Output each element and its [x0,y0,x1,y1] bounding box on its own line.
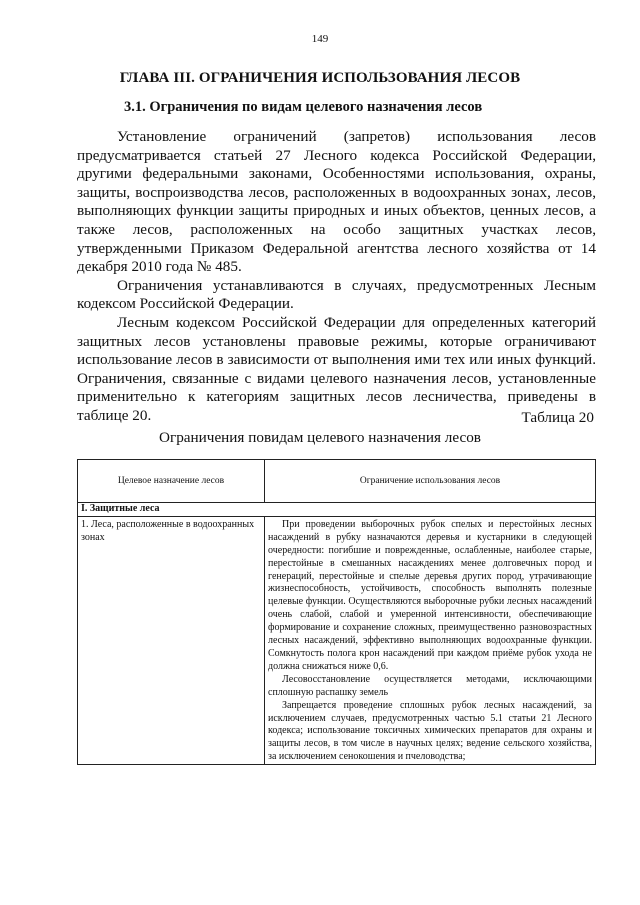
table-label: Таблица 20 [521,409,594,426]
paragraph-2: Ограничения устанавливаются в случаях, предусмотренных Лесным кодексом Российской Федерации. [77,276,596,313]
table-section-row [78,503,596,517]
table-row [78,516,596,764]
table-header-row [78,460,596,503]
paragraph-3: Лесным кодексом Российской Федерации для определенных категорий защитных лесов установлены правовые режимы, которые ограничивают использование лесов в зависимости от выполнения ими тех или иных функций. Ограничения, связанные с видами целевого назначения лесов, установленные применительно к категориям защитных лесов лесничества, приведены в таблице 20. [77,313,596,424]
paragraph-1: Установление ограничений (запретов) использования лесов предусматривается статьей 27 Лесного кодекса Российской Федерации, другими федеральными законами, Особенностями использования, охраны, защиты, воспроизводства лесов, расположенных в водоохранных зонах, лесов, выполняющих функции защиты природных и иных объектов, ценных лесов, а также лесов, расположенных на особо защитных участках лесов, утвержденными Приказом Федеральной агентства лесного хозяйства от 14 декабря 2010 года № 485. [77,128,596,276]
page-number: 149 [311,33,329,45]
restriction-paragraph-3: Запрещается проведение сплошных рубок лесных насаждений, за исключением случаев, предусмотренных частью 5.1 статьи 21 Лесного кодекса; использование токсичных химических препаратов для охраны и защиты лесов, в том числе в научных целях; ведение сельского хозяйства, за исключением сенокошения и пчеловодства; [268,699,592,763]
header-restriction: Ограничение использования лесов [265,460,596,503]
restriction-cell [265,516,596,764]
section-title: 3.1. Ограничения по видам целевого назначения лесов [124,99,483,115]
chapter-title: ГЛАВА III. ОГРАНИЧЕНИЯ ИСПОЛЬЗОВАНИЯ ЛЕСОВ [119,70,521,86]
restriction-paragraph-1: При проведении выборочных рубок спелых и перестойных лесных насаждений в рубку назначаются деревья и кустарники в следующей очередности: погибшие и поврежденные, ослабленные, наиболее старые, перестойные в смешанных насаждениях менее долговечных пород и генераций, перестойные и спелые деревья других пород, утрачивающие жизнеспособность, устойчивость, способность выполнять полезные целевые функции. Осуществляются выборочные рубки лесных насаждений очень слабой, слабой и умеренной интенсивности, обеспечивающие формирование и сохранение сложных, преимущественно разновозрастных лесных насаждений, эффективно выполняющих водоохранные функции. Сомкнутость полога крон насаждений при каждом приёме рубок ухода не должна снижаться ниже 0,6. [268,518,592,672]
section-protective-forests: I. Защитные леса [78,503,596,517]
forest-category-cell: 1. Леса, расположенные в водоохранных зонах [78,516,265,764]
header-purpose: Целевое назначение лесов [78,460,265,503]
body-text [77,128,596,426]
restrictions-table [77,459,596,765]
restriction-paragraph-2: Лесовосстановление осуществляется методами, исключающими сплошную распашку земель [268,673,592,698]
table-title: Ограничения повидам целевого назначения лесов [159,429,481,446]
